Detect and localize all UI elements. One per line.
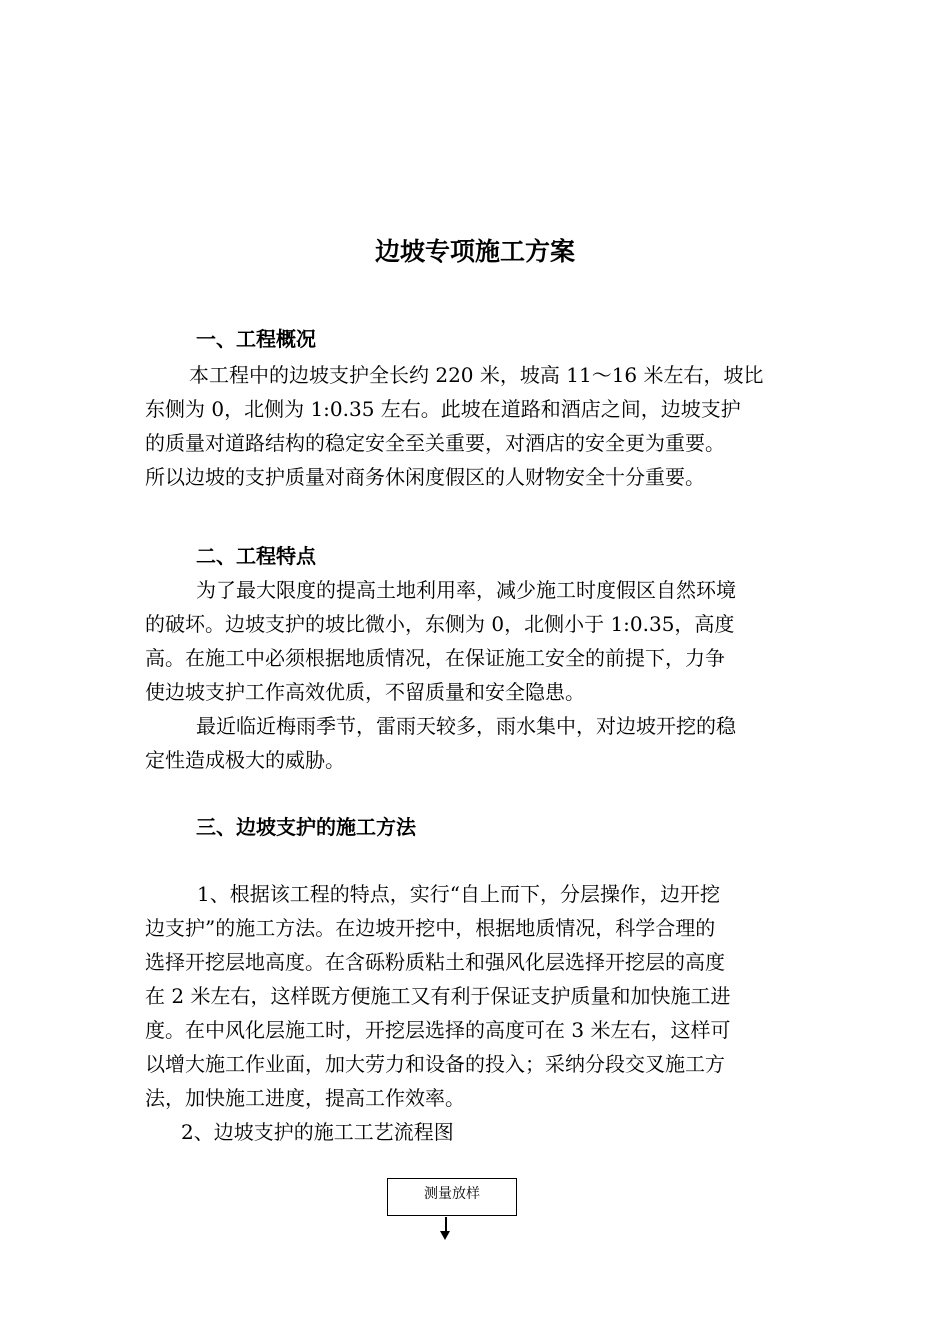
text-line: 最近临近梅雨季节，雷雨天较多，雨水集中，对边坡开挖的稳 (196, 714, 736, 738)
section-3-paragraph-2 (145, 1115, 805, 1149)
text-line: 为了最大限度的提高土地利用率，减少施工时度假区自然环境 (196, 578, 736, 602)
text-line: 法，加快施工进度，提高工作效率。 (145, 1086, 465, 1110)
text-line: 1、根据该工程的特点，实行“自上而下，分层操作，边开挖 (197, 882, 720, 906)
text-line: 定性造成极大的威胁。 (145, 748, 345, 772)
section-1-paragraph (145, 358, 805, 494)
text-line: 高。在施工中必须根据地质情况，在保证施工安全的前提下，力争 (145, 646, 725, 670)
arrow-down-icon (440, 1231, 450, 1240)
text-line: 东侧为 0，北侧为 1:0.35 左右。此坡在道路和酒店之间，边坡支护 (145, 397, 741, 421)
text-line: 2、边坡支护的施工工艺流程图 (181, 1120, 454, 1144)
flowchart-step-box: 测量放样 (387, 1178, 517, 1216)
text-line: 度。在中风化层施工时，开挖层选择的高度可在 3 米左右，这样可 (145, 1018, 731, 1042)
text-line: 的破坏。边坡支护的坡比微小，东侧为 0，北侧小于 1:0.35，高度 (145, 612, 735, 636)
text-line: 选择开挖层地高度。在含砾粉质粘土和强风化层选择开挖层的高度 (145, 950, 725, 974)
text-line: 本工程中的边坡支护全长约 220 米，坡高 11～16 米左右，坡比 (189, 363, 764, 387)
section-3-heading: 三、边坡支护的施工方法 (196, 815, 416, 839)
text-line: 使边坡支护工作高效优质，不留质量和安全隐患。 (145, 680, 585, 704)
section-1-heading: 一、工程概况 (196, 327, 316, 351)
section-2-heading: 二、工程特点 (196, 544, 316, 568)
text-line: 以增大施工作业面，加大劳力和设备的投入；采纳分段交叉施工方 (145, 1052, 725, 1076)
section-2-paragraph-1 (145, 573, 805, 709)
text-line: 在 2 米左右，这样既方便施工又有利于保证支护质量和加快施工进 (145, 984, 731, 1008)
section-3-paragraph-1 (145, 877, 805, 1115)
text-line: 的质量对道路结构的稳定安全至关重要，对酒店的安全更为重要。 (145, 431, 725, 455)
section-2-paragraph-2 (145, 709, 805, 777)
document-title: 边坡专项施工方案 (374, 237, 575, 266)
text-line: 所以边坡的支护质量对商务休闲度假区的人财物安全十分重要。 (145, 465, 705, 489)
text-line: 边支护”的施工方法。在边坡开挖中，根据地质情况，科学合理的 (145, 916, 716, 940)
